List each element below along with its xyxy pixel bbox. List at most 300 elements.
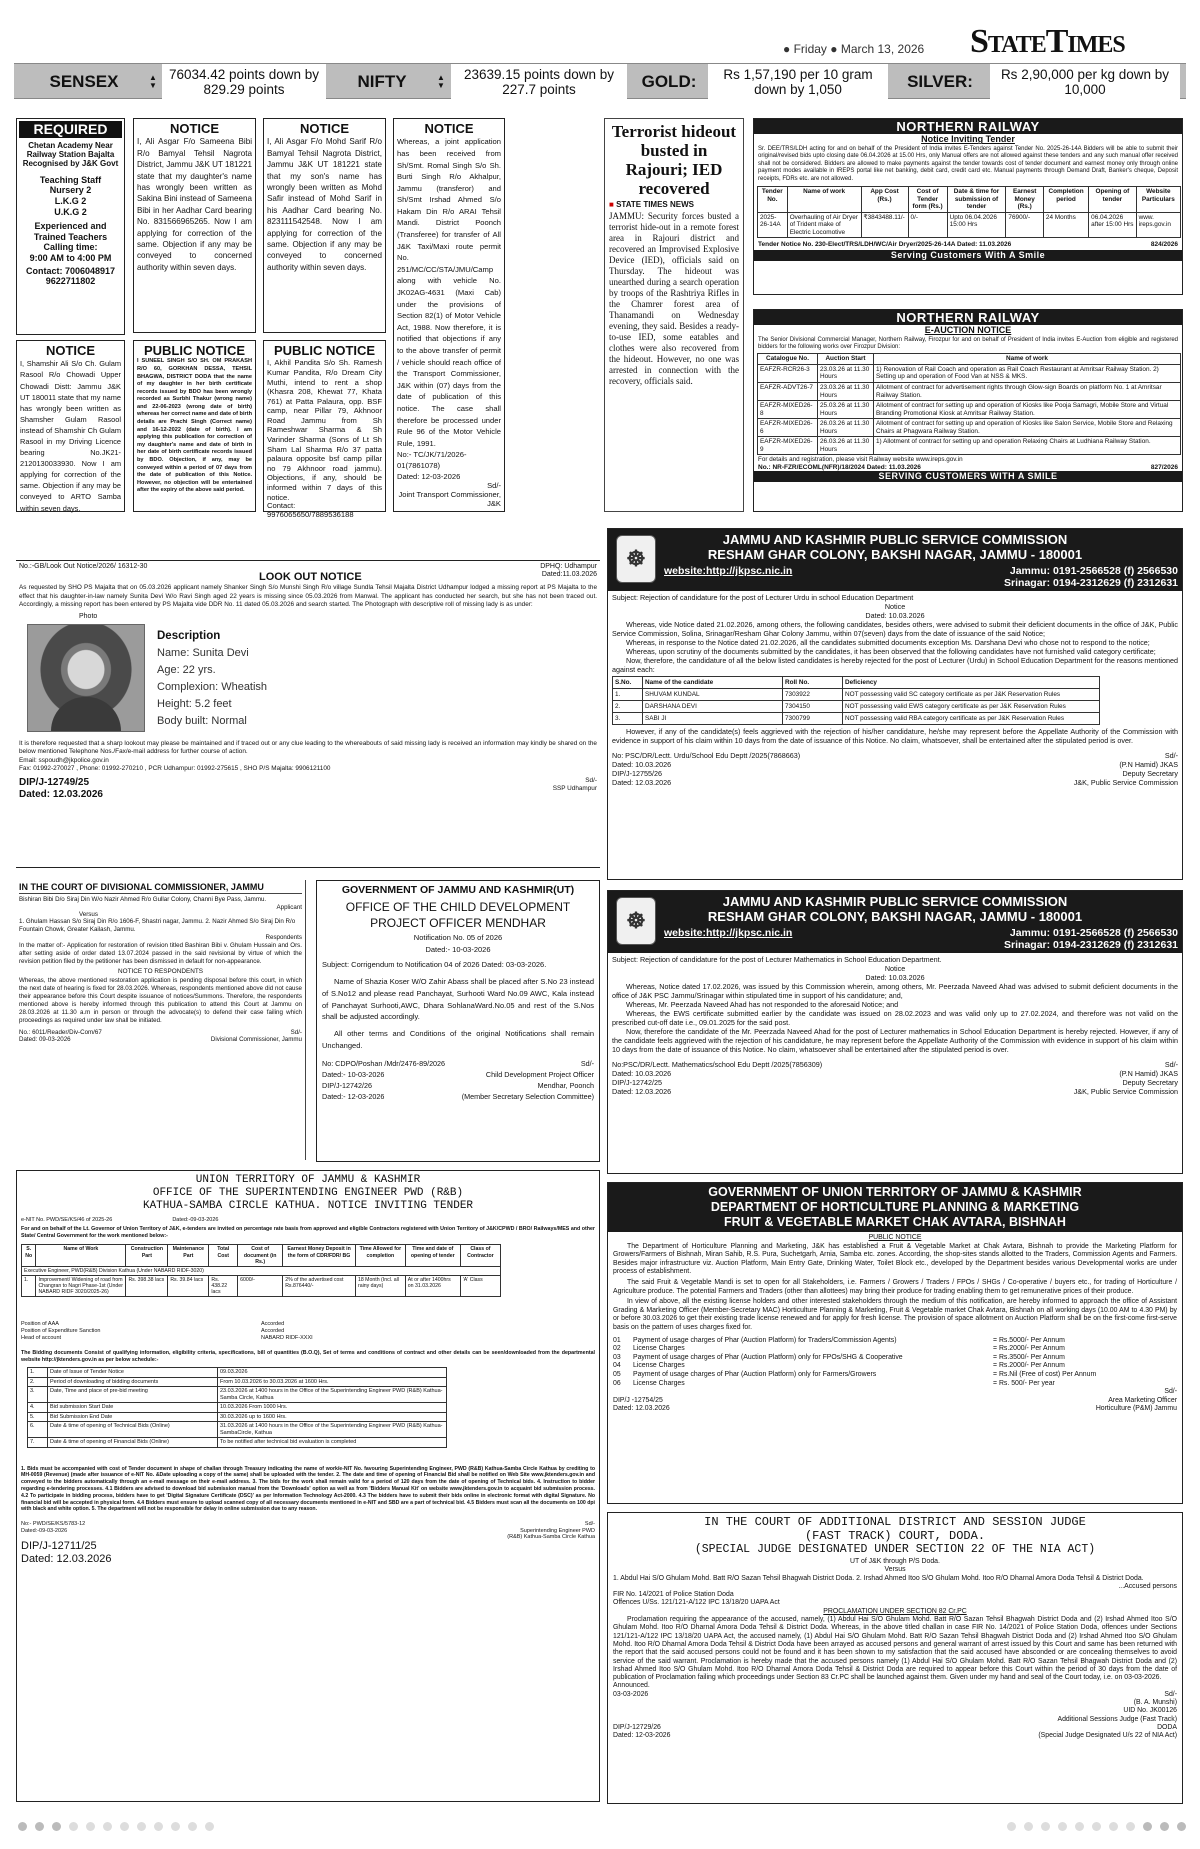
- dip-date: Dated: 12.03.2026: [613, 1405, 670, 1413]
- pwd-work-table: [21, 1244, 501, 1297]
- notice-number: No:- TC/JK/71/2026-01(7861078): [397, 450, 467, 471]
- table-cell: 7303922: [783, 689, 843, 701]
- charge-no: 02: [613, 1345, 621, 1353]
- article-headline: Terrorist hideout busted in Rajouri; IED recovered: [611, 122, 737, 198]
- table-cell: Date & time of opening of Technical Bids (Online): [48, 1422, 218, 1438]
- dip-number: DIP/J -12754/25: [613, 1396, 663, 1404]
- nifty-value: 23639.15 points down by 227.7 points: [451, 64, 627, 100]
- dip-number: DIP/J-12742/25: [612, 1078, 662, 1087]
- bid-intro: The Bidding documents Consist of qualifying information, eligibility criteria, specifications, bill of quantities (B.O.Q), Set of terms and conditions of contract and other details can be seen/downloaded from the departmental website http://jktenders.gov.in as per below schedule:-: [21, 1350, 595, 1364]
- charge-no: 05: [613, 1370, 621, 1378]
- tender-footer: Tender Notice No. 230-Elect/TRS/LDH/WC/Air Dryer/2025-26-14A Dated: 11.03.2026: [758, 241, 1012, 249]
- charge-no: 03: [613, 1353, 621, 1361]
- table-header: Tender No.: [758, 186, 788, 212]
- lookout-number: No.:-GB/Look Out Notice/2026/ 16312-30: [19, 563, 148, 570]
- pwd-title-2: OFFICE OF THE SUPERINTENDING ENGINEER PWD (R&B): [152, 1186, 464, 1199]
- court-respondents-label: Respondents: [265, 934, 302, 942]
- auction-footer: No.: NR-FZR/ECOML(NFR)/18/2024 Dated: 11.03.2026: [758, 463, 921, 471]
- down-arrows-icon: ▲ ▼: [437, 73, 445, 90]
- psc-para: However, if any of the candidate(s) feels aggrieved with the rejection of his/her candidature, he/she may represent before the Appellate Authority of the Commission with evidence in support of his claim within 10 days from the date of issuance of this Notice. No claim, whatsoever, shall be entertained after the stipulated period is over.: [612, 727, 1178, 745]
- notice-aadhar-son: [263, 118, 386, 333]
- table-header: Name of Work: [36, 1245, 126, 1266]
- lookout-notice: [16, 560, 600, 868]
- article-body: JAMMU: Security forces busted a terrorist hide-out in a remote forest area in Rajouri district and recovered an Improvised Explosive Device (IED), officials said on Thursday. The hideout was unearthed during a search operation by troops of the Rashtriya Rifles in the Chamrer forest area of Thanamandi on Wednesday evening, they said. Besides a ready-to-use IED, some eatables and clothes were also recovered from the hideout. However, no one was arrested in connection with the recovery, officials said.: [609, 211, 739, 387]
- public-notice-shop-rent: [263, 340, 386, 520]
- cdpo-title: GOVERNMENT OF JAMMU AND KASHMIR(UT): [341, 884, 575, 896]
- pwd-terms: 1. Bids must be accompanied with cost of Tender document in shape of challan through Treasury indicating the name of work/e-NIT No. favouring Superintending Engineer, PWD (R&B) Kathua-Samba Circle Kathua by crediting to MH-0059 (Revenue) (made after issuance of e-NIT No. &Date uploading a copy of the same) shall be uploaded with the tender. 2. The date and time of opening of Financial Bid shall be notified on Web Site www.jktenders.gov.in and conveyed to the bidders automatically through an e-mail message on their e-mail address. 3. The bids for the work shall remain valid for a period of 120 days from the date of opening of Technical bids. 4. Instruction to bidder regarding e-tendering processes. 4.1 Bidders are advised to download bid submission manual from the 'Downloads' option as well as from 'Bidders Manual Kit' on website www.jktenders.gov.in to acquaint bid submission process. 4.2 To participate in bidding process, bidders have to get 'Digital Signature Certificate (DSC)' as per Information Technology Act-2000. 4.3 The bidders have to submit their bids online in electronic format with digital Signature. No financial bid will be accepted in physical form. 4.4 Bidders must ensure to upload scanned copy of all necessary documents mentioned in e-NIT and SBD are a part of technical bid. 4.5 Bidders must scan all the documents on 100 dpi with black and white option. 5. The department will not be responsible for delay in online submission due to any reason.: [21, 1465, 595, 1513]
- pwd-number: No:- PWD/SE/KS/5783-12: [21, 1521, 86, 1528]
- table-header: Time and date of opening of tender: [405, 1245, 460, 1266]
- court-notice-heading: NOTICE TO RESPONDENTS: [118, 967, 203, 975]
- psc-head-1: JAMMU AND KASHMIR PUBLIC SERVICE COMMISSION: [722, 532, 1068, 547]
- auction-details: For details and registration, please visit Railway website www.ireps.gov.in: [758, 456, 963, 464]
- psc-notice-label: Notice: [884, 964, 906, 973]
- table-cell: EAFZR-MIXED26-8: [758, 401, 818, 419]
- staff-heading: Teaching Staff: [39, 174, 102, 185]
- table-cell: 26.03.26 at 11.30 Hours: [818, 419, 874, 437]
- nia-head-3: (SPECIAL JUDGE DESIGNATED UNDER SECTION 22 OF THE NIA ACT): [694, 1543, 1096, 1556]
- signatory: Joint Transport Commissioner, J&K: [398, 490, 501, 509]
- table-cell: Improvement/ Widening of road from Changran to Nagri Phase-1st (Under NABARD RIDF 3020/2025-26): [36, 1275, 126, 1296]
- description-name: Name: Sunita Devi: [157, 646, 249, 659]
- list-item: [613, 1380, 1177, 1389]
- psc-head-2: RESHAM GHAR COLONY, BAKSHI NAGAR, JAMMU - 180001: [707, 909, 1083, 925]
- nia-announced: Announced.: [613, 1682, 650, 1690]
- table-header: App Cost (Rs.): [861, 186, 908, 212]
- table-cell: www. ireps.gov.in: [1136, 212, 1180, 238]
- tender-table: [757, 186, 1181, 238]
- judge-name: (B. A. Munshi): [1133, 1699, 1177, 1707]
- gold-label: GOLD:: [641, 71, 697, 91]
- psc-website[interactable]: website:http://jkpsc.nic.in: [664, 926, 793, 939]
- psc-phone-jammu: Jammu: 0191-2566528 (f) 2566530: [1009, 926, 1178, 939]
- table-cell: Allotment of contract for setting up and operation of Kiosks like Salon Service, Mobile Store and Relaxing Chairs at Phagwara Railway Station.: [874, 419, 1181, 437]
- school-name: Chetan Academy Near Railway Station Bajalta Recognised by J&K Govt: [22, 140, 119, 169]
- table-header: Construction Part: [126, 1245, 168, 1266]
- table-cell: 7304150: [783, 701, 843, 713]
- table-cell: Rs. 398.38 lacs: [126, 1275, 168, 1296]
- date-line: ● Friday ● March 13, 2026: [783, 42, 925, 56]
- table-cell: Overhauling of Air Dryer of Trident make of Electric Locomotive: [787, 212, 861, 238]
- article-byline: STATE TIMES NEWS: [616, 200, 694, 209]
- table-cell: 23.03.26 at 11.30 Hours: [818, 364, 874, 382]
- court-doda-proclamation: [607, 1512, 1183, 1804]
- cdpo-body: Name of Shazia Koser W/O Zahir Abass shall be placed after S.No 23 instead of S.No12 and please read Panchayat, Surhooti Ward No.09 AWC, Kala instead of Panchayat Surhooti,AWC, Dhara SohlanaWard.No.05 and rest of the S.Nos shall be adjusted accordingly.: [322, 976, 594, 1022]
- table-row: [28, 1377, 447, 1386]
- charges-list: [613, 1337, 1177, 1389]
- table-header: S.No.: [613, 677, 643, 689]
- list-item: [613, 1371, 1177, 1380]
- table-header: Name of work: [787, 186, 861, 212]
- notice-title: NOTICE: [299, 121, 350, 136]
- pwd-schedule-table: [27, 1367, 447, 1447]
- position-value: Accorded: [261, 1328, 285, 1335]
- court-date: Dated: 09-03-2026: [19, 1036, 71, 1044]
- description-age: Age: 22 yrs.: [157, 663, 216, 676]
- table-cell: 2% of the advertised cost Rs.876440/-: [283, 1275, 356, 1296]
- table-row: [28, 1387, 447, 1403]
- court-respondents: 1. Ghulam Hassan S/o Siraj Din R/o 1606-F, Shastri nagar, Jammu. 2. Nazir Ahmed S/o Siraj Din R/o Fountain Chowk, Greater Kailash, Jammu.: [19, 918, 296, 934]
- table-cell: 23.03.26 at 11.30 Hours: [818, 382, 874, 400]
- notice-body: I, Ali Asgar F/o Mohd Sarif R/o Bamyal Tehsil Nagrota District, Jammu J&K UT 181221 state that my son's name has wrongly been written as Mohd Safir instead of Mohd Sarif in his Aadhar Card bearing No. 823111542548. Now I am applying for correction of the same. Objection if any may be conveyed to concerned authority within seven days.: [267, 137, 382, 272]
- table-cell: EAFZR-MIXED26-9: [758, 437, 818, 455]
- signatory: (P.N Hamid) JKAS: [1119, 1069, 1178, 1078]
- signature: Sd/-: [585, 777, 597, 785]
- lookout-contacts: Fax: 01992-270027 , Phone: 01992-270210 , PCR Udhampur: 01992-275615 , SHO P/S Majalta: 9906121100: [19, 764, 331, 772]
- hort-subtitle: PUBLIC NOTICE: [868, 1234, 922, 1241]
- table-cell: 23.03.2026 at 1400 hours in the Office of the Superintending Engineer PWD (R&B) Kathua-Samba Circle, Kathua: [218, 1387, 447, 1403]
- notice-body: Whereas, a joint application has been received from Sh/Smt. Romal Singh S/o Sh. Burti Singh R/o Akhalpur, Jammu (transferor) and Sh/Smt Irshad Ahmed S/o Hakam Din R/o ARAI Tehsil Mandi. District Poonch (Transferee) for transfer of All J&K Taxi/Maxi route permit No. 251/MC/CC/STA/JMU/Camp along with vehicle No. JK02AG-4631 (Maxi Cab) under the provisions of Section 82(1) of Motor Vehicle Act, 1988. Now therefore, it is notified that objections if any to the above transfer of permit / vehicle should reach office of the Transport Commissioner, J&K within (07) days from the date of publication of this notice. The case shall therefore be processed under Rule 96 of the Motor Vehicle Rule, 1991.: [397, 137, 501, 448]
- dip-date: Dated: 12.03.2026: [21, 1553, 112, 1566]
- psc-date-2: Dated: 10.03.2026: [612, 1069, 672, 1078]
- table-row: [28, 1422, 447, 1438]
- court-petitioner: Bishiran Bibi D/o Siraj Din W/o Nazir Ahmed R/o Gullar Colony, Channi Bye Pass, Jammu.: [19, 895, 267, 903]
- psc-head-1: JAMMU AND KASHMIR PUBLIC SERVICE COMMISSION: [722, 894, 1068, 909]
- table-cell: To be notified after technical bid evaluation is completed: [218, 1438, 447, 1447]
- dip-number: DIP/J-12749/25: [19, 777, 90, 789]
- psc-phone-srinagar: Srinagar: 0194-2312629 (f) 2312631: [1004, 939, 1178, 952]
- charge-no: 04: [613, 1362, 621, 1370]
- signature: Sd/-: [1164, 751, 1178, 760]
- contact-label: Contact:: [267, 501, 296, 511]
- court-versus: Versus: [79, 910, 98, 918]
- nia-accused-label: ...Accused persons: [1118, 1582, 1177, 1590]
- nia-head-1: IN THE COURT OF ADDITIONAL DISTRICT AND SESSION JUDGE: [704, 1515, 1086, 1529]
- table-cell: 0/-: [908, 212, 947, 238]
- psc-subject: Subject: Rejection of candidature for the post of Lecturer Urdu in school Education Department: [612, 593, 914, 602]
- pwd-intro: For and on behalf of the Lt. Governor of Union Territory of J&K, e-tenders are invited on percentage rate basis from approved and eligible Contractors registered with Union Territory of J&K/CPWD / BRO/ Railways/MES and other State/ Central Government for the work mentioned below:-: [21, 1226, 595, 1240]
- lookout-title: LOOK OUT NOTICE: [259, 571, 362, 584]
- lookout-body: As requested by SHO PS Majalta that on 05.03.2026 applicant namely Shanker Singh S/o Munshi Singh R/o village Sundla Tehsil Majalta District Udhampur lodged a missing report at PS Majalta to the effect that his daughter-in-law namely Sunita Devi W/o Ravi Singh aged 22 years is missing since 05.03.2026 from Manwal. The applicant has conducted her search, but she has not been traced out. Accordingly, a missing report has been entered by PS Majalta vide DDR No. 11 dated 05.03.2026 and search started. The Photograph with descriptive roll of missing lady is as under:: [19, 584, 597, 609]
- class-item: Nursery 2: [49, 185, 92, 196]
- cdpo-mendhar-notification: [316, 880, 600, 1162]
- class-item: U.K.G 2: [54, 206, 87, 217]
- signature: Sd/-: [1164, 1388, 1177, 1396]
- cdpo-body-2: All other terms and Conditions of the original Notifications shall remain Unchanged.: [322, 1029, 594, 1050]
- signatory-office: J&K, Public Service Commission: [1073, 1087, 1178, 1096]
- signatory: Superintending Engineer PWD (R&B) Kathua-Samba Circle Kathua: [507, 1527, 595, 1541]
- auction-table: [757, 353, 1181, 455]
- table-row: [613, 701, 1100, 713]
- emblem-icon: ☸: [616, 535, 656, 583]
- signature: Sd/-: [487, 481, 501, 491]
- signature: Sd/-: [584, 1521, 595, 1528]
- table-cell: Rs. 438.22 lacs: [209, 1275, 238, 1296]
- table-row: [613, 713, 1100, 725]
- signature: Sd/-: [290, 1029, 302, 1037]
- nia-accused: 1. Abdul Hai S/O Ghulam Mohd. Batt R/O Sazan Tehsil Bhagwah District Doda. 2. Irshad Ahmed Itoo S/O Ghulam Mohd. Itoo R/O Dharnal Amora Doda Tehsil & District Doda.: [613, 1574, 1144, 1582]
- table-cell: NOT possessing valid SC category certificate as per J&K Reservation Rules: [843, 689, 1100, 701]
- calling-label: Calling time:: [43, 242, 98, 253]
- notice-title: NOTICE: [169, 121, 220, 136]
- dip-date: Dated:- 12-03-2026: [322, 1091, 385, 1101]
- hort-head-3: FRUIT & VEGETABLE MARKET CHAK AVTARA, BISHNAH: [724, 1215, 1066, 1229]
- table-row: [758, 364, 1181, 382]
- sensex-value: 76034.42 points down by 829.29 points: [162, 64, 326, 100]
- northern-railway-tender: [753, 118, 1183, 295]
- table-header: Cost of Tender form (Rs.): [908, 186, 947, 212]
- psc-candidates-table: [612, 676, 1100, 725]
- tender-code: 824/2026: [1150, 241, 1178, 249]
- notice-title: NOTICE: [424, 121, 474, 136]
- psc-phone-jammu: Jammu: 0191-2566528 (f) 2566530: [1009, 564, 1178, 577]
- table-cell: 5.: [28, 1412, 48, 1421]
- list-item: [613, 1345, 1177, 1354]
- table-header: Name of work: [874, 354, 1181, 365]
- table-cell: 06.04.2026 after 15:00 Hrs: [1089, 212, 1137, 238]
- charge-no: 01: [613, 1336, 621, 1344]
- photo-label: Photo: [79, 613, 98, 621]
- dip-date: Dated: 12.03.2026: [19, 789, 103, 801]
- dip-date: Dated: 12-03-2026: [613, 1732, 671, 1740]
- table-row: [28, 1403, 447, 1412]
- gold-value: Rs 1,57,190 per 10 gram down by 1,050: [708, 64, 888, 100]
- table-cell: SHUVAM KUNDAL: [643, 689, 783, 701]
- nit-date: Dated:-09-03-2026: [172, 1216, 219, 1223]
- table-row: [28, 1438, 447, 1447]
- cdpo-subject: Subject: Corrigendum to Notification 04 of 2026 Dated: 03-03-2026.: [322, 960, 547, 970]
- charge-desc: License Charges: [633, 1345, 685, 1353]
- charge-amount: = Rs.5000/- Per Annum: [993, 1336, 1065, 1344]
- position-value: NABARD RIDF-XXXI: [261, 1335, 313, 1342]
- signatory-office: J&K, Public Service Commission: [1073, 778, 1178, 787]
- signature: Sd/-: [1164, 1690, 1177, 1698]
- table-cell: 76900/-: [1006, 212, 1044, 238]
- cdpo-number: No: CDPO/Poshan /Mdr/2476-89/2026: [322, 1058, 446, 1068]
- notice-date: Dated: 12-03-2026: [397, 472, 461, 482]
- charge-amount: = Rs.2000/- Per Annum: [993, 1345, 1065, 1353]
- notice-body: I, Ali Asgar F/o Sameena Bibi R/o Bamyal Tehsil Nagrota District, Jammu J&K UT 181221 state that my daughter's name has wrongly been written as Sakina Bini instead of Sameena Bibi in her Aadhar Card bearing No. 831566965265. Now I am applying for correction of the same. Objection if any may be conveyed to concerned authority within seven days.: [137, 137, 252, 272]
- nia-proclamation-title: PROCLAMATION UNDER SECTION 82 Cr.PC: [823, 1607, 967, 1615]
- signatory-place: Mendhar, Poonch: [537, 1080, 594, 1090]
- table-cell: 2.: [28, 1377, 48, 1386]
- hort-para: The said Fruit & Vegetable Mandi is set to open for all Stakeholders, i.e. Farmers / Growers / Traders / FPOs / SHGs / Co-operative / buyers etc., for trading of Horticulture / Agriculture produce. The potential Farmers and Traders (other than allottees) may bring their produce for trading enabling them to get remunerative prices of their produce.: [613, 1278, 1177, 1295]
- table-row: [28, 1368, 447, 1377]
- table-header: Class of Contractor: [460, 1245, 500, 1266]
- charge-amount: = Rs.2000/- Per Annum: [993, 1362, 1065, 1370]
- railway-subtitle: Notice Inviting Tender: [921, 134, 1015, 145]
- table-cell: NOT possessing valid EWS category certificate as per J&K Reservation Rules: [843, 701, 1100, 713]
- psc-date: Dated: 10.03.2026: [865, 973, 925, 982]
- psc-number: No:PSC/DR/Lectt. Mathematics/school Edu Deptt /2025(7856309): [612, 1060, 823, 1069]
- table-header: Deficiency: [843, 677, 1100, 689]
- railway-title: NORTHERN RAILWAY: [754, 119, 1182, 134]
- person-silhouette-icon: [51, 697, 121, 731]
- required-title: REQUIRED: [19, 121, 122, 138]
- table-cell: 09.03.2026: [218, 1368, 447, 1377]
- table-cell: EAFZR-RCR26-3: [758, 364, 818, 382]
- position-label: Position of Expenditure Sanction: [21, 1328, 101, 1335]
- nia-versus: Versus: [884, 1566, 906, 1574]
- table-header: Roll No.: [783, 677, 843, 689]
- signatory-role: Deputy Secretary: [1122, 1078, 1178, 1087]
- table-cell: 25.03.26 at 11.30 Hours: [818, 401, 874, 419]
- psc-website[interactable]: website:http://jkpsc.nic.in: [664, 564, 793, 577]
- railway-subtitle: E-AUCTION NOTICE: [924, 325, 1012, 336]
- table-header: Completion period: [1043, 186, 1088, 212]
- table-header: Earnest Money Deposit in the form of CDR/FDR/ BG: [283, 1245, 356, 1266]
- table-cell: 31.03.2026 at 1400 hours in the Office of the Superintending Engineer PWD (R&B) Kathua-SambaCircle, Kathua: [218, 1422, 447, 1438]
- table-cell: Allotment of contract for advertisement rights through Glow-sign Boards on platform No. 1 at Amritsar Railway Station.: [874, 382, 1181, 400]
- charge-amount: = Rs. 500/- Per year: [993, 1379, 1055, 1387]
- pwd-title-1: UNION TERRITORY OF JAMMU & KASHMIR: [195, 1174, 421, 1186]
- nia-ut: UT of J&K through P/S Doda.: [850, 1558, 940, 1565]
- court-body: Whereas, the above mentioned restoration application is pending disposal before this court, in which the next date of hearing is fixed for 28.03.2026. Whereas, respondents mentioned above did not cause their appearance before this Court despite issuance of notices/Summons. Therefore, the respondents mentioned above is hereby informed through this publication to attend this Court at Jammu on 28.03.2026 at 11.30 a.m in person or through the advocate(s) to defend their case failing which proceedings as required under law shall be initiated.: [19, 977, 302, 1025]
- notice-aadhar-daughter: [133, 118, 256, 333]
- psc-para: Now, therefore the candidate of the Mr. Peerzada Naveed Ahad for the post of Lecturer mathematics in School Education Department is hereby rejected. However, if any of the candidate feels aggrieved with the rejection of his candidature, he may represent before the Appellate Authority of the Commission with evidence in support of his claim within 10 days from the date of issuance of this Notice. No claim, whatsoever shall be entertained after the stipulated period is over.: [612, 1027, 1178, 1054]
- psc-para: Whereas, Notice dated 17.02.2026, was issued by this Commission wherein, among others, Mr. Peerzada Naveed Ahad was advised to submit deficient documents in the office of J&K PSC Jammu/Srinagar within stipulated time in support of his candidature; and,: [612, 982, 1178, 1000]
- list-item: [613, 1354, 1177, 1363]
- charge-amount: = Rs.Nil (Free of cost) Per Annum: [993, 1370, 1097, 1378]
- nit-number: e-NIT No. PWD/SE/KS/46 of 2025-26: [21, 1216, 113, 1223]
- charge-desc: License Charges: [633, 1379, 685, 1387]
- notice-transport: [393, 118, 505, 512]
- pwd-division: Executive Engineer, PWD(R&B) Division Kathua (Under NABARD RIDF-3020): [22, 1266, 501, 1275]
- position-label: Position of AAA: [21, 1321, 59, 1328]
- psc-para: Whereas, vide Notice dated 21.02.2026, among others, the following candidates, besides others, were advised to submit their deficient documents in the office of J&K, Public Service Commission, Solina, Srinagar/Resham Ghar Colony Jammu, within 07(seven) days from the date of issuance of the said Notice;: [612, 620, 1178, 638]
- charge-desc: Payment of usage charges of Phar (Auction Platform) only for Farmers/Growers: [633, 1370, 877, 1378]
- signatory-office: Horticulture (P&M) Jammu: [1095, 1405, 1177, 1413]
- dip-number: DIP/J-12742/26: [322, 1080, 372, 1090]
- table-cell: 30.03.2026 up to 1600 Hrs.: [218, 1412, 447, 1421]
- news-article: [604, 118, 744, 512]
- table-row: [758, 401, 1181, 419]
- public-notice-birth-cert: [133, 340, 256, 512]
- table-cell: 1.: [613, 689, 643, 701]
- psc-para: Whereas, Mr. Peerzada Naveed Ahad has not responded to the aforesaid Notice; and: [626, 1000, 899, 1009]
- dip-number: DIP/J-12729/26: [613, 1723, 661, 1731]
- table-cell: Date of Issue of Tender Notice: [48, 1368, 218, 1377]
- table-header: Website Particulars: [1136, 186, 1180, 212]
- table-cell: 10.03.2026 From 1000 Hrs.: [218, 1403, 447, 1412]
- psc-subject: Subject: Rejection of candidature for the post of Lecturer Mathematics in School Education Department.: [612, 955, 942, 964]
- cdpo-date-2: Dated:- 10-03-2026: [322, 1069, 385, 1079]
- signatory-role: (Member Secretary Selection Committee): [461, 1091, 594, 1101]
- table-cell: Bid Submission End Date: [48, 1412, 218, 1421]
- hort-head-1: GOVERNMENT OF UNION TERRITORY OF JAMMU & KASHMIR: [708, 1185, 1082, 1199]
- table-cell: DARSHANA DEVI: [643, 701, 783, 713]
- table-row: [28, 1412, 447, 1421]
- table-cell: Date & time of opening of Financial Bids (Online): [48, 1438, 218, 1447]
- psc-number: No: PSC/DR/Lectt. Urdu/School Edu Deptt /2025(7868663): [612, 751, 801, 760]
- signature: Sd/-: [1164, 1060, 1178, 1069]
- northern-railway-eauction: [753, 309, 1183, 512]
- nia-offences: Offences U/Ss. 121/121-A/122 IPC 13/18/20 UAPA Act: [613, 1599, 780, 1607]
- table-header: Maintenance Part: [168, 1245, 209, 1266]
- charge-desc: License Charges: [633, 1362, 685, 1370]
- table-row: [22, 1275, 501, 1296]
- railway-title: NORTHERN RAILWAY: [754, 310, 1182, 325]
- signatory: Divisional Commissioner, Jammu: [210, 1036, 302, 1044]
- court-matter: In the matter of:- Application for restoration of revision titled Bashiran Bibi v. Ghulam Hussain and Ors. after setting aside of order dated 13.07.2024 passed in the said revisional by virtue of which the revision petition filed by the petitioner has been dismissed in default for non-appearance.: [19, 941, 302, 965]
- pwd-kathua-tender: [16, 1170, 600, 1802]
- court-number: No.: 6011/Reader/Div-Com/67: [19, 1029, 102, 1037]
- experience-line: Experienced and Trained Teachers: [33, 221, 108, 242]
- signatory-role: (Special Judge Designated U/s 22 of NIA Act): [1038, 1732, 1177, 1740]
- jkpsc-urdu-notice: [607, 528, 1183, 880]
- hort-para: In view of above, all the existing license holders and other interested stakeholders through the medium of this notification, are hereby informed to approach the office of Assistant Grading & Marketing Officer (Member-Secretary MAC) Horticulture Planning & Marketing, Fruit & Vegetable market Chak Avtara, Bishnah on all working days (10.00 AM to 4.30 PM) by or before 30.03.2026 to get their existing trade license renewed and for apply for fresh license. The provision of space allotment on Auction Platform shall be on the first-come first-serve basis on the pattern of uses charges fixed for.: [613, 1298, 1177, 1331]
- psc-head-2: RESHAM GHAR COLONY, BAKSHI NAGAR, JAMMU - 180001: [707, 547, 1083, 563]
- railway-intro: The Senior Divisional Commercial Manager, Northern Railway, Firozpur for and on behalf of President of India invites E-Auction from eligible and registered bidders for the following works over Firozpur Division:: [758, 336, 1178, 351]
- signatory-role: Deputy Secretary: [1122, 769, 1178, 778]
- table-header: Total Cost: [209, 1245, 238, 1266]
- table-header: Opening of tender: [1089, 186, 1137, 212]
- class-item: L.K.G 2: [54, 196, 87, 207]
- market-ticker: [14, 63, 1186, 99]
- table-cell: 1) Allotment of contract for setting up and operation Relaxing Chairs at Ludhiana Railway Station.: [874, 437, 1181, 455]
- nia-date: 03-03-2026: [613, 1690, 649, 1698]
- position-value: Accorded: [261, 1321, 285, 1328]
- railway-slogan: SERVING CUSTOMERS WITH A SMILE: [754, 471, 1182, 482]
- signatory: Additional Sessions Judge (Fast Track): [1057, 1715, 1177, 1723]
- hort-head-2: DEPARTMENT OF HORTICULTURE PLANNING & MARKETING: [710, 1200, 1080, 1214]
- table-cell: 1.: [28, 1368, 48, 1377]
- notice-title: NOTICE: [45, 343, 96, 358]
- notice-title: PUBLIC NOTICE: [273, 343, 376, 358]
- table-row: [758, 437, 1181, 455]
- table-cell: Bid submission Start Date: [48, 1403, 218, 1412]
- contact-line: Contact: 7006048917: [25, 265, 116, 276]
- judge-uid: UID No. JK00126: [1123, 1707, 1177, 1715]
- nia-body: Proclamation requiring the appearance of the accused, namely, (1) Abdul Hai S/O Ghulam Mohd. Batt R/O Sazan Tehsil Bhagwah District Doda and (2) Irshad Ahmed Itoo S/O Ghulam Mohd. Itoo R/O Dharnal Amora Doda Tehsil & District Doda. Whereas, in the above titled challan in case FIR No. 14/2021 of Police Station Doda, offences under Sections 121/121-A/122 IPC 13/18/20 UAPA Act, the accused namely, (1) Abdul Hai S/O Ghulam Mohd. Batt R/O Sazan Tehsil Bhagwah District Doda and (2) Irshad Ahmed Itoo S/O Ghulam Mohd. Itoo R/O Dharnal Amora Doda Tehsil & District Doda have been arrayed as accused persons and general warrant of arrest issued by this Court and same has been returned with the report that the said accused persons could not be found and it has been shown to my satisfaction that the said accused have absconded or are concealing themselves to avoid service of the said warrant. Proclamation is hereby made that the accused persons namely (1) Abdul Hai S/O Ghulam Mohd. Batt R/O Sazan Tehsil Bhagwah District Doda and (2) Irshad Ahmed Itoo S/O Ghulam Mohd. Itoo R/O Dharnal Amora Doda Tehsil & District Doda are required to appear before this Court within the period of 30 days from the date of publication of Proclamation failing which proceedings under Section 83 Cr.PC shall be launched against them. Given under my hand and seal of the Court today, i.e. on 03-03-2026.: [613, 1616, 1177, 1682]
- calling-time: 9:00 AM to 4:00 PM: [29, 253, 112, 264]
- psc-date-2: Dated: 10.03.2026: [612, 760, 672, 769]
- footer-dots-left: [14, 1822, 314, 1836]
- railway-slogan: Serving Customers With A Smile: [754, 250, 1182, 261]
- table-cell: EAFZR-MIXED26-6: [758, 419, 818, 437]
- psc-para: Now, therefore, the candidature of all the below listed candidates is hereby rejected for the post of Lecturer (Urdu) in School Education Department for the reasons mentioned against each:: [612, 656, 1178, 674]
- table-cell: 'A' Class: [460, 1275, 500, 1296]
- signatory-place: DODA: [1157, 1723, 1177, 1731]
- psc-para: Whereas, upon scrutiny of the documents submitted by the candidates, it has been observed that the following candidates have not furnished valid category certificate;: [626, 647, 1156, 656]
- table-cell: 26.03.26 at 11.30 Hours: [818, 437, 874, 455]
- psc-para: Whereas, the EWS certificate submitted earlier by the candidate was issued on 28.02.2023 and was valid only up to 27.02.2024, and therefore was not valid on the prescribed cut-off date i.e., 09.01.2025 for the said post.: [612, 1009, 1178, 1027]
- contact-phones: 9976065650/7889536188: [267, 510, 354, 520]
- table-cell: 4.: [28, 1403, 48, 1412]
- charge-no: 06: [613, 1379, 621, 1387]
- table-cell: SABI JI: [643, 713, 783, 725]
- horticulture-public-notice: [607, 1182, 1183, 1504]
- signatory: Child Development Project Officer: [485, 1069, 594, 1079]
- psc-date: Dated: 10.03.2026: [865, 611, 925, 620]
- description-height: Height: 5.2 feet: [157, 697, 232, 710]
- table-cell: EAFZR-ADVT26-7: [758, 382, 818, 400]
- table-cell: Date, Time and place of pre-bid meeting: [48, 1387, 218, 1403]
- charge-desc: Payment of usage charges of Phar (Auction Platform) for Traders/Commission Agents): [633, 1336, 897, 1344]
- signature: Sd/-: [580, 1058, 594, 1068]
- table-header: Earnest Money (Rs.): [1006, 186, 1044, 212]
- table-header: Catalogue No.: [758, 354, 818, 365]
- lookout-office: DPHQ: Udhampur: [540, 563, 597, 570]
- table-cell: 18 Month (Incl. all rainy days): [355, 1275, 405, 1296]
- description-build: Body built: Normal: [157, 714, 247, 727]
- emblem-icon: ☸: [616, 897, 656, 945]
- footer-dots-right: [890, 1822, 1190, 1836]
- table-cell: Period of downloading of bidding documents: [48, 1377, 218, 1386]
- table-row: [613, 689, 1100, 701]
- pwd-date: Dated:-09-03-2026: [21, 1527, 68, 1534]
- nifty-label: NIFTY: [357, 71, 407, 91]
- required-ad: [16, 118, 125, 335]
- table-header: Auction Start: [818, 354, 874, 365]
- table-cell: NOT possessing valid RBA category certificate as per J&K Reservation Rules: [843, 713, 1100, 725]
- signatory: SSP Udhampur: [552, 784, 597, 792]
- nia-fir: FIR No. 14/2021 of Police Station Doda: [613, 1591, 734, 1599]
- table-cell: At or after 1400hrs on 31.03.2026: [405, 1275, 460, 1296]
- psc-phone-srinagar: Srinagar: 0194-2312629 (f) 2312631: [1004, 577, 1178, 590]
- list-item: [613, 1337, 1177, 1346]
- silver-value: Rs 2,90,000 per kg down by 10,000: [990, 64, 1180, 100]
